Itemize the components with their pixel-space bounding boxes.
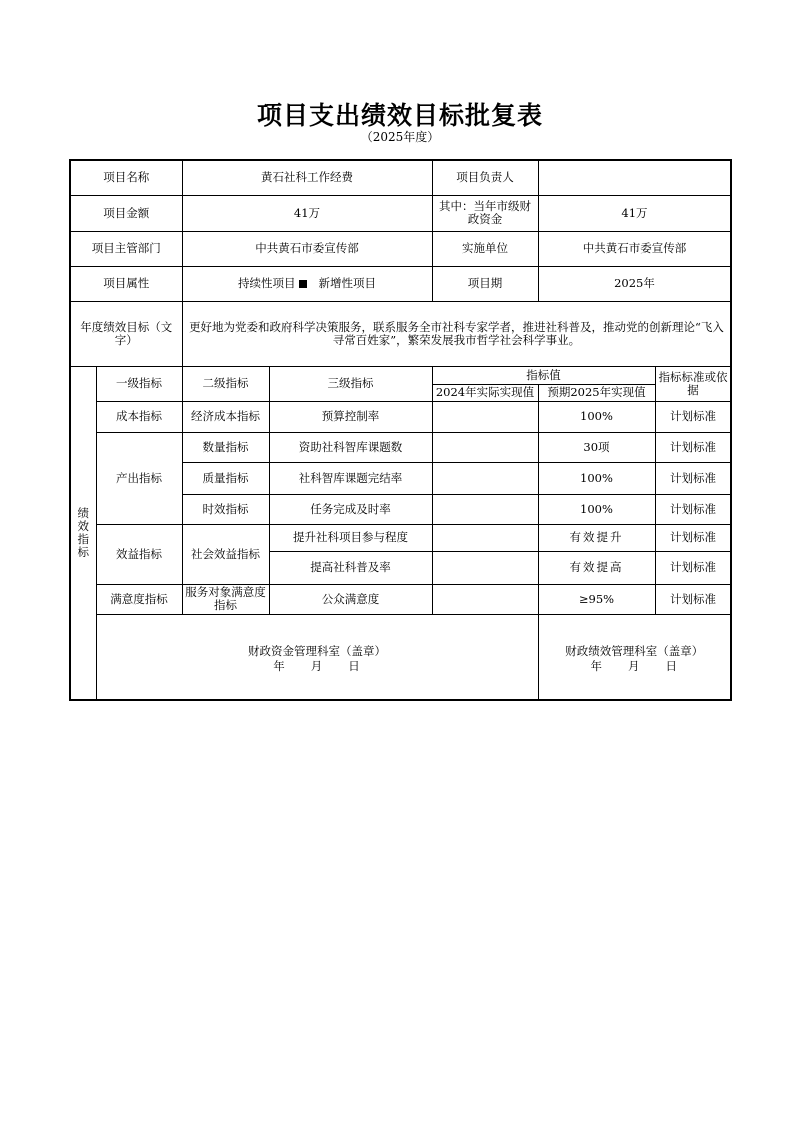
approval-table [69,159,732,701]
attr-new: 新增性项目 [318,276,376,290]
city-fund-label: 其中：当年市级财政资金 [432,195,538,231]
row-attributes [70,266,731,301]
row-project-name [70,160,731,195]
level2-cell: 服务对象满意度指标 [182,584,269,614]
finance-fund-date: 年 月 日 [273,658,361,673]
indicator-row [70,401,731,432]
level2-cell: 社会效益指标 [182,524,269,584]
row-annual-goal [70,301,731,366]
header-level2: 二级指标 [182,366,269,401]
basis-cell: 计划标准 [655,551,731,584]
indicators-side-label: 绩效指标 [70,366,96,700]
level3-cell: 预算控制率 [269,401,432,432]
department-label: 项目主管部门 [70,231,182,266]
level3-cell: 资助社科智库课题数 [269,432,432,462]
attr-continuing: 持续性项目 [238,276,296,290]
project-period-label: 项目期 [432,266,538,301]
indicator-row [70,524,731,551]
level3-cell: 任务完成及时率 [269,494,432,524]
group-output: 产出指标 [96,432,182,524]
checked-square-icon [299,280,307,288]
expected-2025-cell: 有效提升 [538,524,655,551]
level3-cell: 提升社科项目参与程度 [269,524,432,551]
header-actual-2024: 2024年实际实现值 [432,384,538,401]
actual-2024-cell [432,524,538,551]
project-period-value: 2025年 [538,266,731,301]
group-satisfaction: 满意度指标 [96,584,182,614]
annual-goal-text: 更好地为党委和政府科学决策服务，联系服务全市社科专家学者，推进社科普及，推动党的创新理论“飞入寻常百姓家”，繁荣发展我市哲学社会科学事业。 [182,301,731,366]
page-subtitle: （2025年度） [360,130,440,144]
performance-stamp [538,614,731,700]
basis-cell: 计划标准 [655,494,731,524]
level3-cell: 社科智库课题完结率 [269,462,432,494]
project-amount-label: 项目金额 [70,195,182,231]
implementer-value: 中共黄石市委宣传部 [538,231,731,266]
indicator-row [70,432,731,462]
header-value: 指标值 [432,366,655,384]
basis-cell: 计划标准 [655,524,731,551]
annual-goal-label: 年度绩效目标（文字） [70,301,182,366]
basis-cell: 计划标准 [655,584,731,614]
row-department [70,231,731,266]
expected-2025-cell: 有效提高 [538,551,655,584]
level2-cell: 经济成本指标 [182,401,269,432]
level3-cell: 提高社科普及率 [269,551,432,584]
actual-2024-cell [432,462,538,494]
actual-2024-cell [432,494,538,524]
finance-fund-stamp [96,614,538,700]
header-level1: 一级指标 [96,366,182,401]
department-value: 中共黄石市委宣传部 [182,231,432,266]
actual-2024-cell [432,551,538,584]
indicator-row [70,584,731,614]
project-attr-value [182,266,432,301]
level2-cell: 时效指标 [182,494,269,524]
group-benefit: 效益指标 [96,524,182,584]
performance-date: 年 月 日 [590,658,678,673]
level2-cell: 数量指标 [182,432,269,462]
project-name-label: 项目名称 [70,160,182,195]
basis-cell: 计划标准 [655,462,731,494]
expected-2025-cell: 30项 [538,432,655,462]
project-leader-label: 项目负责人 [432,160,538,195]
header-level3: 三级指标 [269,366,432,401]
expected-2025-cell: ≥95% [538,584,655,614]
project-amount-value: 41万 [182,195,432,231]
actual-2024-cell [432,432,538,462]
expected-2025-cell: 100% [538,494,655,524]
actual-2024-cell [432,584,538,614]
performance-office: 财政绩效管理科室（盖章） [565,643,704,658]
basis-cell: 计划标准 [655,432,731,462]
project-leader-value [538,160,731,195]
implementer-label: 实施单位 [432,231,538,266]
row-project-amount [70,195,731,231]
signature-row [70,614,731,700]
level3-cell: 公众满意度 [269,584,432,614]
page-title: 项目支出绩效目标批复表 [256,101,543,130]
indicator-header-row [70,366,731,384]
header-basis: 指标标准或依据 [655,366,731,401]
expected-2025-cell: 100% [538,462,655,494]
project-attr-label: 项目属性 [70,266,182,301]
expected-2025-cell: 100% [538,401,655,432]
city-fund-value: 41万 [538,195,731,231]
actual-2024-cell [432,401,538,432]
basis-cell: 计划标准 [655,401,731,432]
finance-fund-office: 财政资金管理科室（盖章） [248,643,386,658]
level2-cell: 质量指标 [182,462,269,494]
project-name-value: 黄石社科工作经费 [182,160,432,195]
header-expected-2025: 预期2025年实现值 [538,384,655,401]
group-cost: 成本指标 [96,401,182,432]
